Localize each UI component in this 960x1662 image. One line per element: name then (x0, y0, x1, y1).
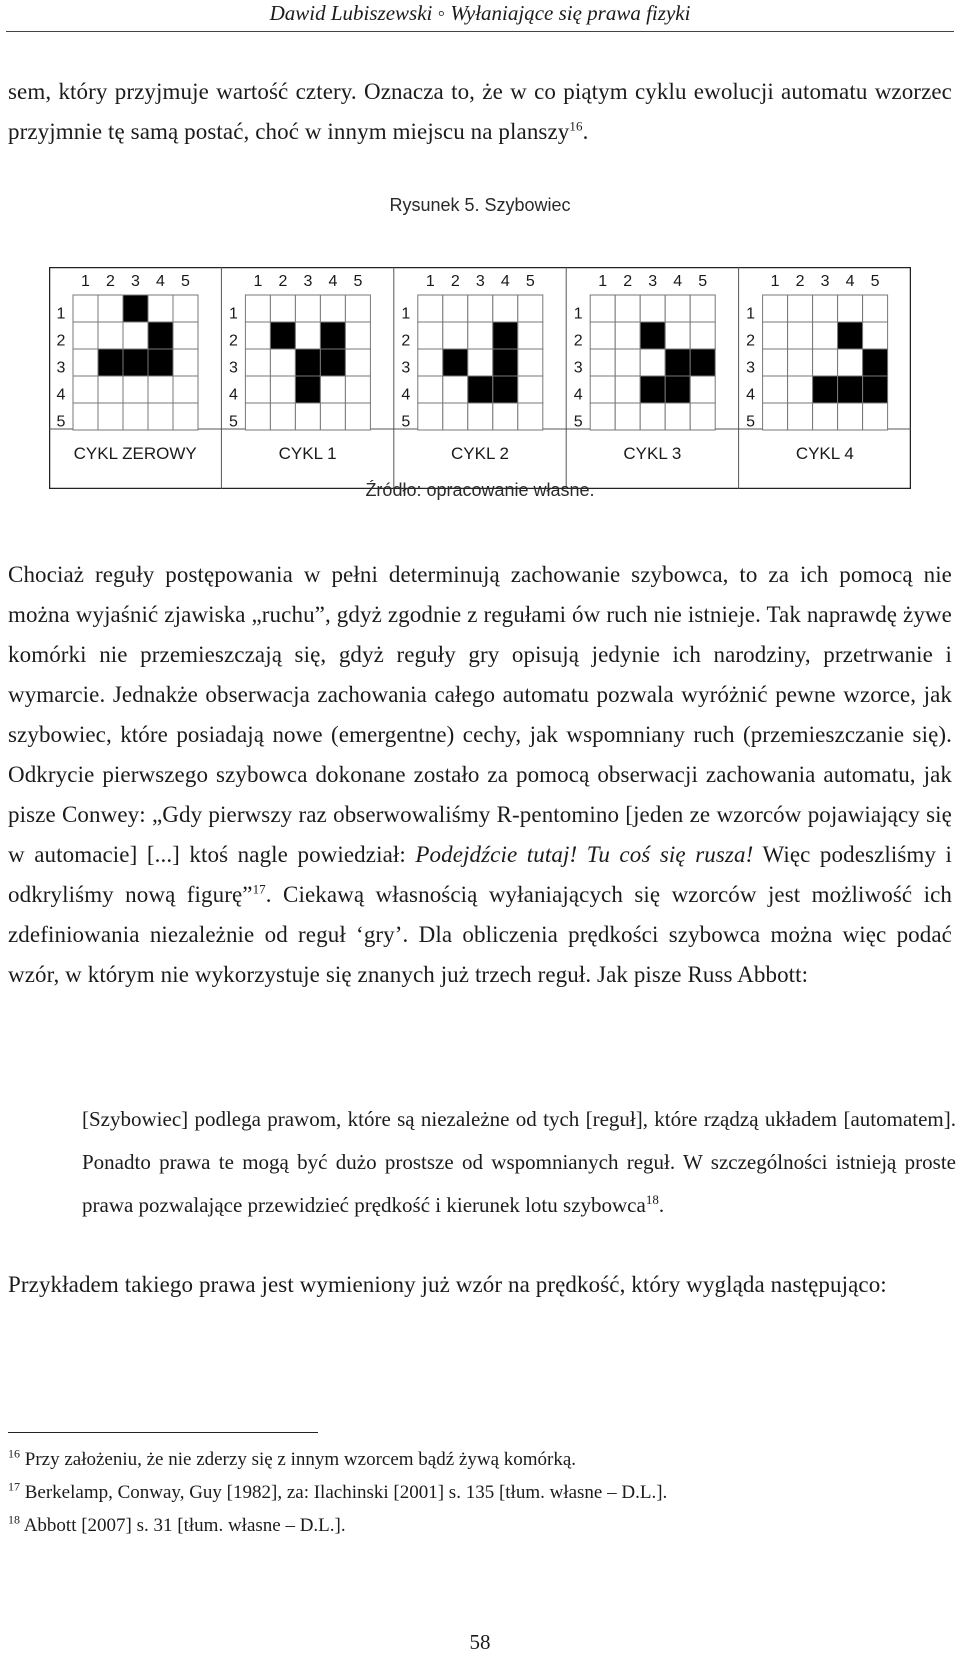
dead-cell (245, 376, 270, 403)
alive-cell (640, 322, 665, 349)
row-number: 5 (56, 413, 66, 431)
row-number: 1 (228, 305, 238, 323)
alive-cell (123, 349, 148, 376)
dead-cell (690, 295, 715, 322)
dead-cell (320, 376, 345, 403)
dead-cell (320, 403, 345, 430)
column-number: 2 (278, 273, 288, 290)
dead-cell (640, 349, 665, 376)
dead-cell (863, 295, 888, 322)
dead-cell (245, 322, 270, 349)
footnote-ref-16: 16 (569, 118, 583, 134)
column-number: 2 (795, 273, 805, 290)
column-number: 1 (81, 273, 90, 290)
row-number: 3 (401, 359, 411, 377)
column-number: 3 (648, 273, 658, 290)
column-number: 2 (623, 273, 633, 290)
alive-cell (98, 349, 123, 376)
dead-cell (245, 295, 270, 322)
dead-cell (518, 322, 543, 349)
column-number: 5 (353, 273, 363, 290)
dead-cell (123, 403, 148, 430)
row-number: 2 (746, 332, 756, 350)
dead-cell (615, 376, 640, 403)
footnote-text: Abbott [2007] s. 31 [tłum. własne – D.L.]. (23, 1515, 346, 1536)
intro-paragraph (8, 72, 952, 152)
dead-cell (73, 295, 98, 322)
row-number: 2 (401, 332, 411, 350)
dead-cell (615, 322, 640, 349)
dead-cell (173, 295, 198, 322)
footnote-18 (8, 1513, 948, 1539)
dead-cell (468, 295, 493, 322)
dead-cell (418, 349, 443, 376)
dead-cell (615, 349, 640, 376)
dead-cell (270, 295, 295, 322)
row-number: 2 (228, 332, 238, 350)
alive-cell (320, 322, 345, 349)
dead-cell (788, 349, 813, 376)
dead-cell (788, 295, 813, 322)
alive-cell (443, 349, 468, 376)
row-number: 5 (401, 413, 411, 431)
glider-figure (49, 267, 911, 489)
header-title: Wyłaniające się prawa fizyki (450, 1, 691, 25)
cycle-label: CYKL ZEROWY (73, 444, 197, 463)
dead-cell (590, 322, 615, 349)
footnote-number: 16 (8, 1446, 20, 1461)
dead-cell (148, 376, 173, 403)
column-number: 5 (525, 273, 535, 290)
dead-cell (590, 403, 615, 430)
header-author: Dawid Lubiszewski (269, 1, 433, 25)
row-number: 1 (573, 305, 583, 323)
dead-cell (73, 376, 98, 403)
dead-cell (493, 403, 518, 430)
alive-cell (468, 376, 493, 403)
dead-cell (345, 349, 370, 376)
body-paragraph-1 (8, 555, 952, 995)
p1-end: . Ciekawą własnością wyłaniających się wzorców jest możliwość ich zdefiniowania niezależnie od reguł ‘gry’. Dla obliczenia prędkości szybowca można więc podać wzór, w którym nie wykorzystuje się znanych już trzech reguł. Jak pisze Russ Abbott: (8, 882, 952, 987)
figure-source: Źródło: opracowanie własne. (365, 480, 595, 500)
dead-cell (148, 295, 173, 322)
dead-cell (345, 403, 370, 430)
row-number: 1 (746, 305, 756, 323)
alive-cell (148, 349, 173, 376)
p1-text: Chociaż reguły postępowania w pełni determinują zachowanie szybowca, to za ich pomocą nie można wyjaśnić zjawiska „ruchu”, gdyż zgodnie z regułami ów ruch nie istnieje. Tak naprawdę żywe komórki nie przemieszczają się, gdyż reguły gry opisują jedynie ich narodziny, przetrwanie i wymarcie. Jednakże obserwacja zachowania całego automatu pozwala wyróżnić pewne wzorce, jak szybowiec, które posiadają nowe (emergentne) cechy, jak wspomniany ruch (przemieszczanie się). Odkrycie pierwszego szybowca dokonane zostało za pomocą obserwacji zachowania automatu, jak pisze Conwey: „Gdy pierwszy raz obserwowaliśmy R-pentomino [jeden ze wzorców pojawiający się w automacie] [...] ktoś nagle powiedział: (8, 562, 952, 867)
dead-cell (813, 295, 838, 322)
dead-cell (295, 403, 320, 430)
dead-cell (173, 403, 198, 430)
alive-cell (838, 376, 863, 403)
dead-cell (690, 376, 715, 403)
alive-cell (813, 376, 838, 403)
dead-cell (148, 403, 173, 430)
dead-cell (863, 403, 888, 430)
column-number: 1 (253, 273, 263, 290)
dead-cell (173, 376, 198, 403)
dead-cell (443, 322, 468, 349)
alive-cell (123, 295, 148, 322)
dead-cell (813, 349, 838, 376)
intro-text: sem, który przyjmuje wartość cztery. Oznacza to, że w co piątym cyklu ewolucji automatu wzorzec przyjmnie tę samą postać, choć w innym miejscu na planszy (8, 79, 952, 144)
row-number: 5 (573, 413, 583, 431)
cycle-label: CYKL 2 (451, 444, 509, 463)
alive-cell (493, 376, 518, 403)
dead-cell (418, 322, 443, 349)
column-number: 1 (770, 273, 780, 290)
alive-cell (863, 349, 888, 376)
dead-cell (468, 349, 493, 376)
alive-cell (270, 322, 295, 349)
alive-cell (665, 349, 690, 376)
dead-cell (245, 403, 270, 430)
alive-cell (640, 376, 665, 403)
dead-cell (98, 376, 123, 403)
dead-cell (270, 376, 295, 403)
dead-cell (590, 295, 615, 322)
dead-cell (73, 349, 98, 376)
row-number: 4 (401, 386, 411, 404)
row-number: 3 (746, 359, 756, 377)
alive-cell (493, 349, 518, 376)
dead-cell (98, 295, 123, 322)
footnote-ref-17: 17 (252, 881, 266, 897)
footnote-ref-18: 18 (645, 1192, 659, 1207)
cycle-label: CYKL 1 (278, 444, 337, 463)
dead-cell (590, 349, 615, 376)
dead-cell (270, 349, 295, 376)
p1-cont: Więc podeszliśmy i odkryliśmy nową figurę” (8, 842, 953, 907)
row-number: 3 (573, 359, 583, 377)
dead-cell (640, 403, 665, 430)
column-number: 1 (598, 273, 608, 290)
dead-cell (320, 295, 345, 322)
column-number: 1 (425, 273, 435, 290)
dead-cell (788, 376, 813, 403)
row-number: 5 (228, 413, 238, 431)
alive-cell (665, 376, 690, 403)
alive-cell (863, 376, 888, 403)
dead-cell (98, 403, 123, 430)
alive-cell (295, 349, 320, 376)
dead-cell (493, 295, 518, 322)
quote-text: [Szybowiec] podlega prawom, które są niezależne od tych [reguł], które rządzą układem [automatem]. Ponadto prawa te mogą być dużo prostsze od wspomnianych reguł. W szczególności istnieją proste prawa pozwalające przewidzieć prędkość i kierunek lotu szybowca (82, 1107, 956, 1217)
header-separator: ◦ (437, 1, 446, 25)
column-number: 4 (328, 273, 338, 290)
dead-cell (665, 295, 690, 322)
row-number: 4 (573, 386, 583, 404)
footnote-text: Berkelamp, Conway, Guy [1982], za: Ilachinski [2001] s. 135 [tłum. własne – D.L.]. (24, 1482, 668, 1503)
row-number: 4 (228, 386, 238, 404)
dead-cell (73, 322, 98, 349)
alive-cell (295, 376, 320, 403)
dead-cell (838, 403, 863, 430)
dead-cell (345, 376, 370, 403)
dead-cell (665, 322, 690, 349)
dead-cell (763, 295, 788, 322)
header-rule (6, 31, 954, 32)
dead-cell (788, 322, 813, 349)
dead-cell (763, 349, 788, 376)
cycle-label: CYKL 4 (795, 444, 854, 463)
column-number: 3 (820, 273, 830, 290)
dead-cell (665, 403, 690, 430)
footnote-number: 18 (8, 1512, 20, 1527)
column-number: 3 (131, 273, 140, 290)
row-number: 4 (746, 386, 756, 404)
alive-cell (493, 322, 518, 349)
row-number: 5 (746, 413, 756, 431)
column-number: 2 (106, 273, 115, 290)
dead-cell (443, 295, 468, 322)
row-number: 3 (56, 359, 66, 377)
dead-cell (443, 403, 468, 430)
dead-cell (123, 376, 148, 403)
dead-cell (518, 376, 543, 403)
dead-cell (245, 349, 270, 376)
dead-cell (590, 376, 615, 403)
column-number: 5 (698, 273, 708, 290)
dead-cell (838, 349, 863, 376)
dead-cell (763, 403, 788, 430)
dead-cell (813, 322, 838, 349)
column-number: 5 (870, 273, 880, 290)
column-number: 4 (156, 273, 165, 290)
dead-cell (345, 322, 370, 349)
dead-cell (468, 403, 493, 430)
dead-cell (173, 349, 198, 376)
alive-cell (148, 322, 173, 349)
row-number: 1 (56, 305, 66, 323)
page-number: 58 (469, 1630, 491, 1654)
dead-cell (813, 403, 838, 430)
dead-cell (123, 322, 148, 349)
dead-cell (763, 376, 788, 403)
dead-cell (690, 322, 715, 349)
dead-cell (518, 295, 543, 322)
column-number: 2 (450, 273, 460, 290)
dead-cell (863, 322, 888, 349)
figure-caption: Rysunek 5. Szybowiec (389, 195, 571, 215)
dead-cell (615, 403, 640, 430)
footnote-text: Przy założeniu, że nie zderzy się z innym wzorcem bądź żywą komórką. (24, 1449, 577, 1470)
dead-cell (295, 295, 320, 322)
column-number: 5 (181, 273, 190, 290)
footnote-17 (8, 1480, 948, 1506)
alive-cell (838, 322, 863, 349)
dead-cell (615, 295, 640, 322)
dead-cell (270, 403, 295, 430)
dead-cell (345, 295, 370, 322)
column-number: 4 (673, 273, 683, 290)
dead-cell (468, 322, 493, 349)
dead-cell (640, 295, 665, 322)
body-paragraph-2: Przykładem takiego prawa jest wymieniony już wzór na prędkość, który wygląda następująco: (8, 1272, 887, 1297)
column-number: 4 (500, 273, 510, 290)
quote-end: . (658, 1193, 665, 1217)
column-number: 3 (303, 273, 313, 290)
dead-cell (788, 403, 813, 430)
footnote-16 (8, 1447, 948, 1473)
column-number: 4 (845, 273, 855, 290)
dead-cell (418, 295, 443, 322)
dead-cell (98, 322, 123, 349)
row-number: 3 (228, 359, 238, 377)
cycle-label: CYKL 3 (623, 444, 682, 463)
row-number: 2 (56, 332, 66, 350)
row-number: 1 (401, 305, 411, 323)
dead-cell (73, 403, 98, 430)
dead-cell (295, 322, 320, 349)
row-number: 4 (56, 386, 66, 404)
intro-end: . (582, 119, 589, 144)
alive-cell (690, 349, 715, 376)
dead-cell (518, 349, 543, 376)
p1-italic-quote: Podejdźcie tutaj! Tu coś się rusza! (415, 842, 754, 867)
alive-cell (320, 349, 345, 376)
footnote-number: 17 (8, 1479, 20, 1494)
column-number: 3 (475, 273, 485, 290)
dead-cell (690, 403, 715, 430)
dead-cell (418, 403, 443, 430)
dead-cell (518, 403, 543, 430)
dead-cell (173, 322, 198, 349)
block-quote (82, 1098, 956, 1227)
footnote-rule (8, 1432, 318, 1433)
dead-cell (838, 295, 863, 322)
running-header (0, 0, 960, 32)
row-number: 2 (573, 332, 583, 350)
dead-cell (763, 322, 788, 349)
dead-cell (443, 376, 468, 403)
dead-cell (418, 376, 443, 403)
